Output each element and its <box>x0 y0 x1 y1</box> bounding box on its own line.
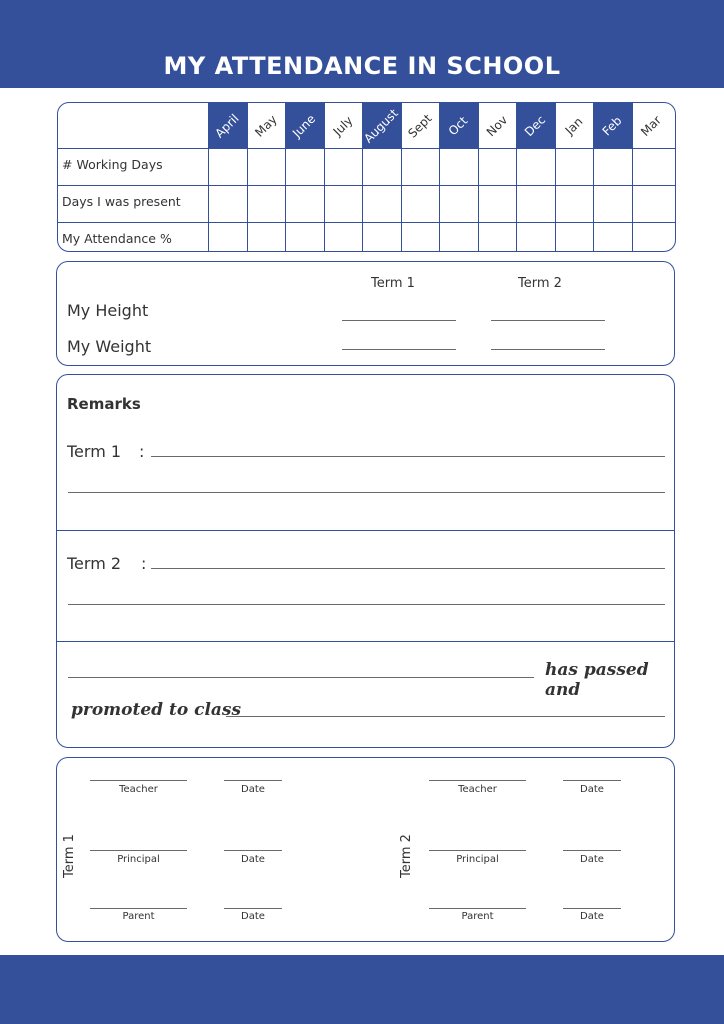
attendance-cell[interactable] <box>593 185 632 222</box>
attendance-cell[interactable] <box>593 222 632 252</box>
row-label: Days I was present <box>62 194 181 209</box>
class-field[interactable] <box>226 716 665 717</box>
term2-teacher-date-line[interactable] <box>563 780 621 781</box>
remarks-term1-line-2[interactable] <box>68 492 665 493</box>
term1-parent-caption: Parent <box>122 911 155 922</box>
term2-principal-signature-line[interactable] <box>429 850 526 851</box>
term2-principal-date-line[interactable] <box>563 850 621 851</box>
month-label: Jan <box>562 114 586 137</box>
attendance-cell[interactable] <box>555 222 594 252</box>
term1-principal-caption: Principal <box>117 854 160 865</box>
month-header-jan <box>555 103 594 148</box>
month-header-june <box>285 103 324 148</box>
signature-panel <box>56 757 675 942</box>
term1-teacher-date-line[interactable] <box>224 780 282 781</box>
term2-teacher-caption: Teacher <box>458 784 497 795</box>
month-header-mar <box>632 103 671 148</box>
remarks-term1-label: Term 1 <box>67 442 122 461</box>
month-header-sept <box>401 103 440 148</box>
remarks-term1-colon: : <box>139 442 145 461</box>
attendance-cell[interactable] <box>324 185 363 222</box>
attendance-cell[interactable] <box>439 148 478 185</box>
month-label: August <box>361 105 402 146</box>
attendance-cell[interactable] <box>401 222 440 252</box>
remarks-panel <box>56 374 675 748</box>
attendance-cell[interactable] <box>324 148 363 185</box>
month-header-nov <box>478 103 517 148</box>
month-label: Feb <box>599 113 625 138</box>
remarks-term1-line-1[interactable] <box>151 456 665 457</box>
remarks-title: Remarks <box>67 395 141 413</box>
term2-teacher-signature-line[interactable] <box>429 780 526 781</box>
attendance-cell[interactable] <box>593 148 632 185</box>
hw-term2-heading: Term 2 <box>518 276 562 291</box>
signature-term2-label: Term 2 <box>399 834 414 878</box>
month-header-feb <box>593 103 632 148</box>
attendance-cell[interactable] <box>208 185 247 222</box>
attendance-cell[interactable] <box>439 222 478 252</box>
month-label: Mar <box>637 112 664 139</box>
attendance-cell[interactable] <box>362 222 401 252</box>
term1-principal-date-line[interactable] <box>224 850 282 851</box>
month-header-april <box>208 103 247 148</box>
term1-teacher-signature-line[interactable] <box>90 780 187 781</box>
attendance-cell[interactable] <box>439 185 478 222</box>
term2-parent-caption: Parent <box>461 911 494 922</box>
attendance-cell[interactable] <box>247 222 286 252</box>
attendance-cell[interactable] <box>555 148 594 185</box>
month-label: Sept <box>405 110 435 141</box>
remarks-term2-line-1[interactable] <box>151 568 665 569</box>
attendance-cell[interactable] <box>478 185 517 222</box>
term1-teacher-caption: Teacher <box>119 784 158 795</box>
attendance-cell[interactable] <box>555 185 594 222</box>
remarks-term2-line-2[interactable] <box>68 604 665 605</box>
attendance-cell[interactable] <box>478 148 517 185</box>
weight-term2-field[interactable] <box>491 349 605 350</box>
term2-principal-date-caption: Date <box>580 854 604 865</box>
weight-label: My Weight <box>67 337 152 356</box>
signature-term1-label: Term 1 <box>62 834 77 878</box>
page-title: MY ATTENDANCE IN SCHOOL <box>163 52 561 80</box>
attendance-cell[interactable] <box>632 148 671 185</box>
term2-parent-signature-line[interactable] <box>429 908 526 909</box>
attendance-cell[interactable] <box>516 222 555 252</box>
attendance-cell[interactable] <box>362 148 401 185</box>
attendance-cell[interactable] <box>324 222 363 252</box>
attendance-cell[interactable] <box>208 148 247 185</box>
hw-term1-heading: Term 1 <box>371 276 415 291</box>
attendance-cell[interactable] <box>247 148 286 185</box>
passed-text: has passed and <box>545 660 649 700</box>
attendance-cell[interactable] <box>401 185 440 222</box>
attendance-cell[interactable] <box>285 222 324 252</box>
remarks-divider-2 <box>57 641 674 642</box>
month-label: Dec <box>522 112 549 139</box>
attendance-cell[interactable] <box>478 222 517 252</box>
term2-parent-date-caption: Date <box>580 911 604 922</box>
attendance-cell[interactable] <box>285 148 324 185</box>
attendance-cell[interactable] <box>285 185 324 222</box>
month-label: Nov <box>483 112 510 139</box>
attendance-cell[interactable] <box>362 185 401 222</box>
month-label: May <box>252 111 280 140</box>
attendance-cell[interactable] <box>632 222 671 252</box>
attendance-table <box>57 102 676 252</box>
attendance-cell[interactable] <box>516 148 555 185</box>
term1-parent-date-caption: Date <box>241 911 265 922</box>
footer-band <box>0 955 724 1024</box>
term1-teacher-date-caption: Date <box>241 784 265 795</box>
remarks-term2-label: Term 2 <box>67 554 122 573</box>
row-label: # Working Days <box>62 157 163 172</box>
height-label: My Height <box>67 301 149 320</box>
attendance-cell[interactable] <box>247 185 286 222</box>
month-label: June <box>290 111 319 140</box>
term2-parent-date-line[interactable] <box>563 908 621 909</box>
month-header-oct <box>439 103 478 148</box>
month-header-july <box>324 103 363 148</box>
weight-term1-field[interactable] <box>342 349 456 350</box>
term1-principal-date-caption: Date <box>241 854 265 865</box>
attendance-cell[interactable] <box>632 185 671 222</box>
month-label: April <box>212 110 242 141</box>
attendance-cell[interactable] <box>208 222 247 252</box>
term1-parent-signature-line[interactable] <box>90 908 187 909</box>
student-name-field[interactable] <box>68 677 534 678</box>
term1-parent-date-line[interactable] <box>224 908 282 909</box>
row-label: My Attendance % <box>62 231 172 246</box>
term2-principal-caption: Principal <box>456 854 499 865</box>
month-label: Oct <box>445 113 471 138</box>
remarks-term2-colon: : <box>141 554 147 573</box>
term1-principal-signature-line[interactable] <box>90 850 187 851</box>
month-header-august <box>362 103 401 148</box>
promoted-text: promoted to class <box>71 700 242 720</box>
attendance-cell[interactable] <box>516 185 555 222</box>
height-term1-field[interactable] <box>342 320 456 321</box>
remarks-divider-1 <box>57 530 674 531</box>
month-label: July <box>330 112 356 139</box>
height-weight-panel <box>56 261 675 366</box>
term2-teacher-date-caption: Date <box>580 784 604 795</box>
month-header-may <box>247 103 286 148</box>
month-header-dec <box>516 103 555 148</box>
attendance-cell[interactable] <box>401 148 440 185</box>
height-term2-field[interactable] <box>491 320 605 321</box>
